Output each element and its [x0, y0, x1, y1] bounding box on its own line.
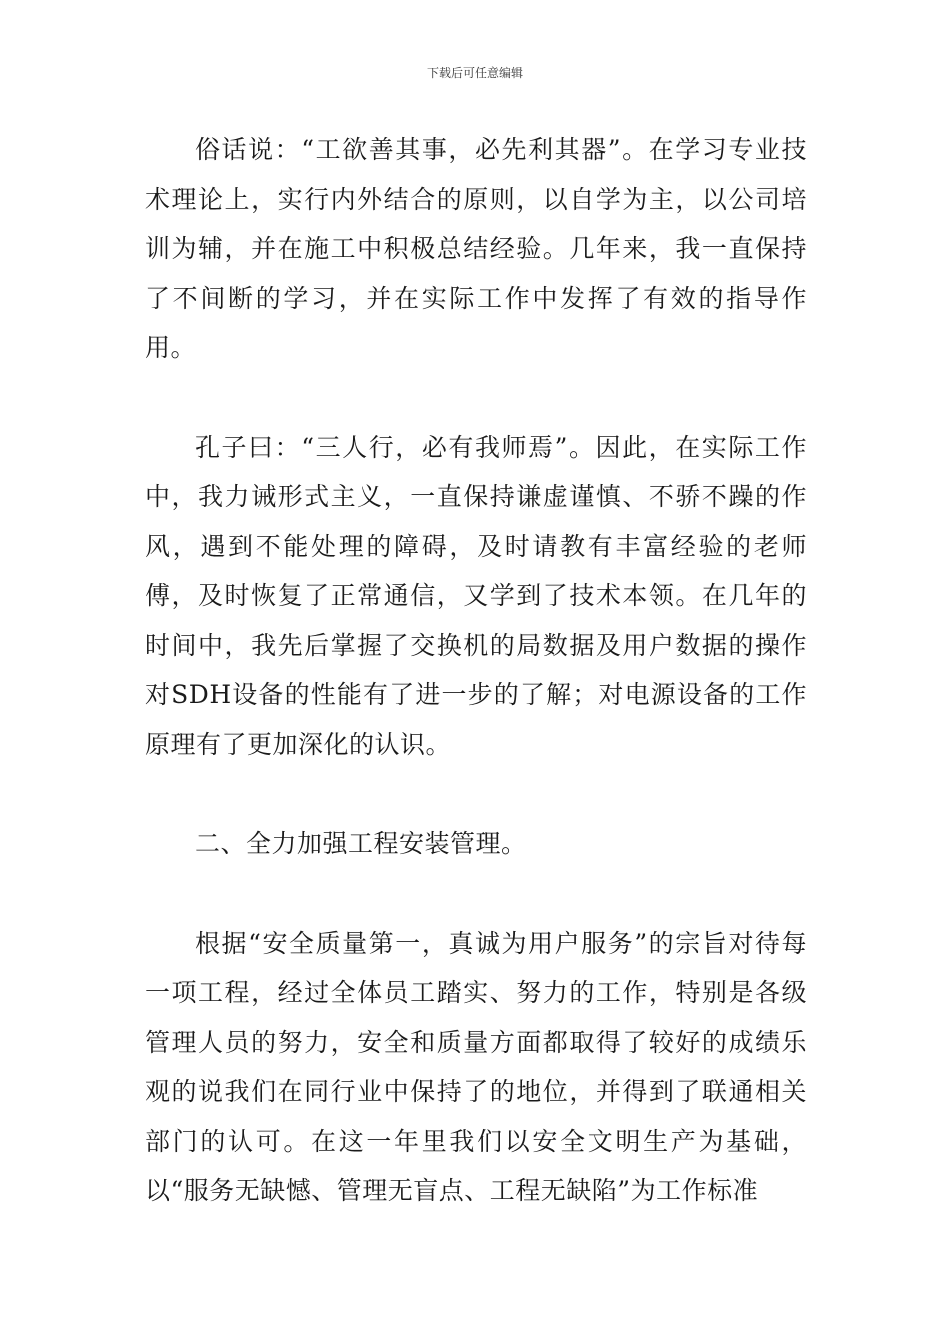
paragraph-safety-quality: 根据“安全质量第一，真诚为用户服务”的宗旨对待每一项工程，经过全体员工踏实、努力的工作，特别是各级管理人员的努力，安全和质量方面都取得了较好的成绩乐观的说我们在同行业中保持了的地位，并得到了联通相关部门的认可。在这一年里我们以安全文明生产为基础，以“服务无缺憾、管理无盲点、工程无缺陷”为工作标准: [145, 928, 807, 1205]
paragraph-spacer: [145, 373, 807, 423]
paragraph-spacer: [145, 869, 807, 919]
document-body: [145, 125, 807, 1216]
paragraph-spacer: [145, 769, 807, 819]
paragraph-learning: 俗话说：“工欲善其事，必先利其器”。在学习专业技术理论上，实行内外结合的原则，以自学为主，以公司培训为辅，并在施工中积极总结经验。几年来，我一直保持了不间断的学习，并在实际工作中发挥了有效的指导作用。: [145, 135, 807, 362]
section-heading: 二、全力加强工程安装管理。: [195, 829, 527, 858]
page-header-note: 下载后可任意编辑: [426, 66, 523, 80]
paragraph-confucius: 孔子曰：“三人行，必有我师焉”。因此，在实际工作中，我力诫形式主义，一直保持谦虚谨慎、不骄不躁的作风，遇到不能处理的障碍，及时请教有丰富经验的老师傅，及时恢复了正常通信，又学到了技术本领。在几年的时间中，我先后掌握了交换机的局数据及用户数据的操作对SDH设备的性能有了进一步的了解；对电源设备的工作原理有了更加深化的认识。: [145, 432, 807, 759]
